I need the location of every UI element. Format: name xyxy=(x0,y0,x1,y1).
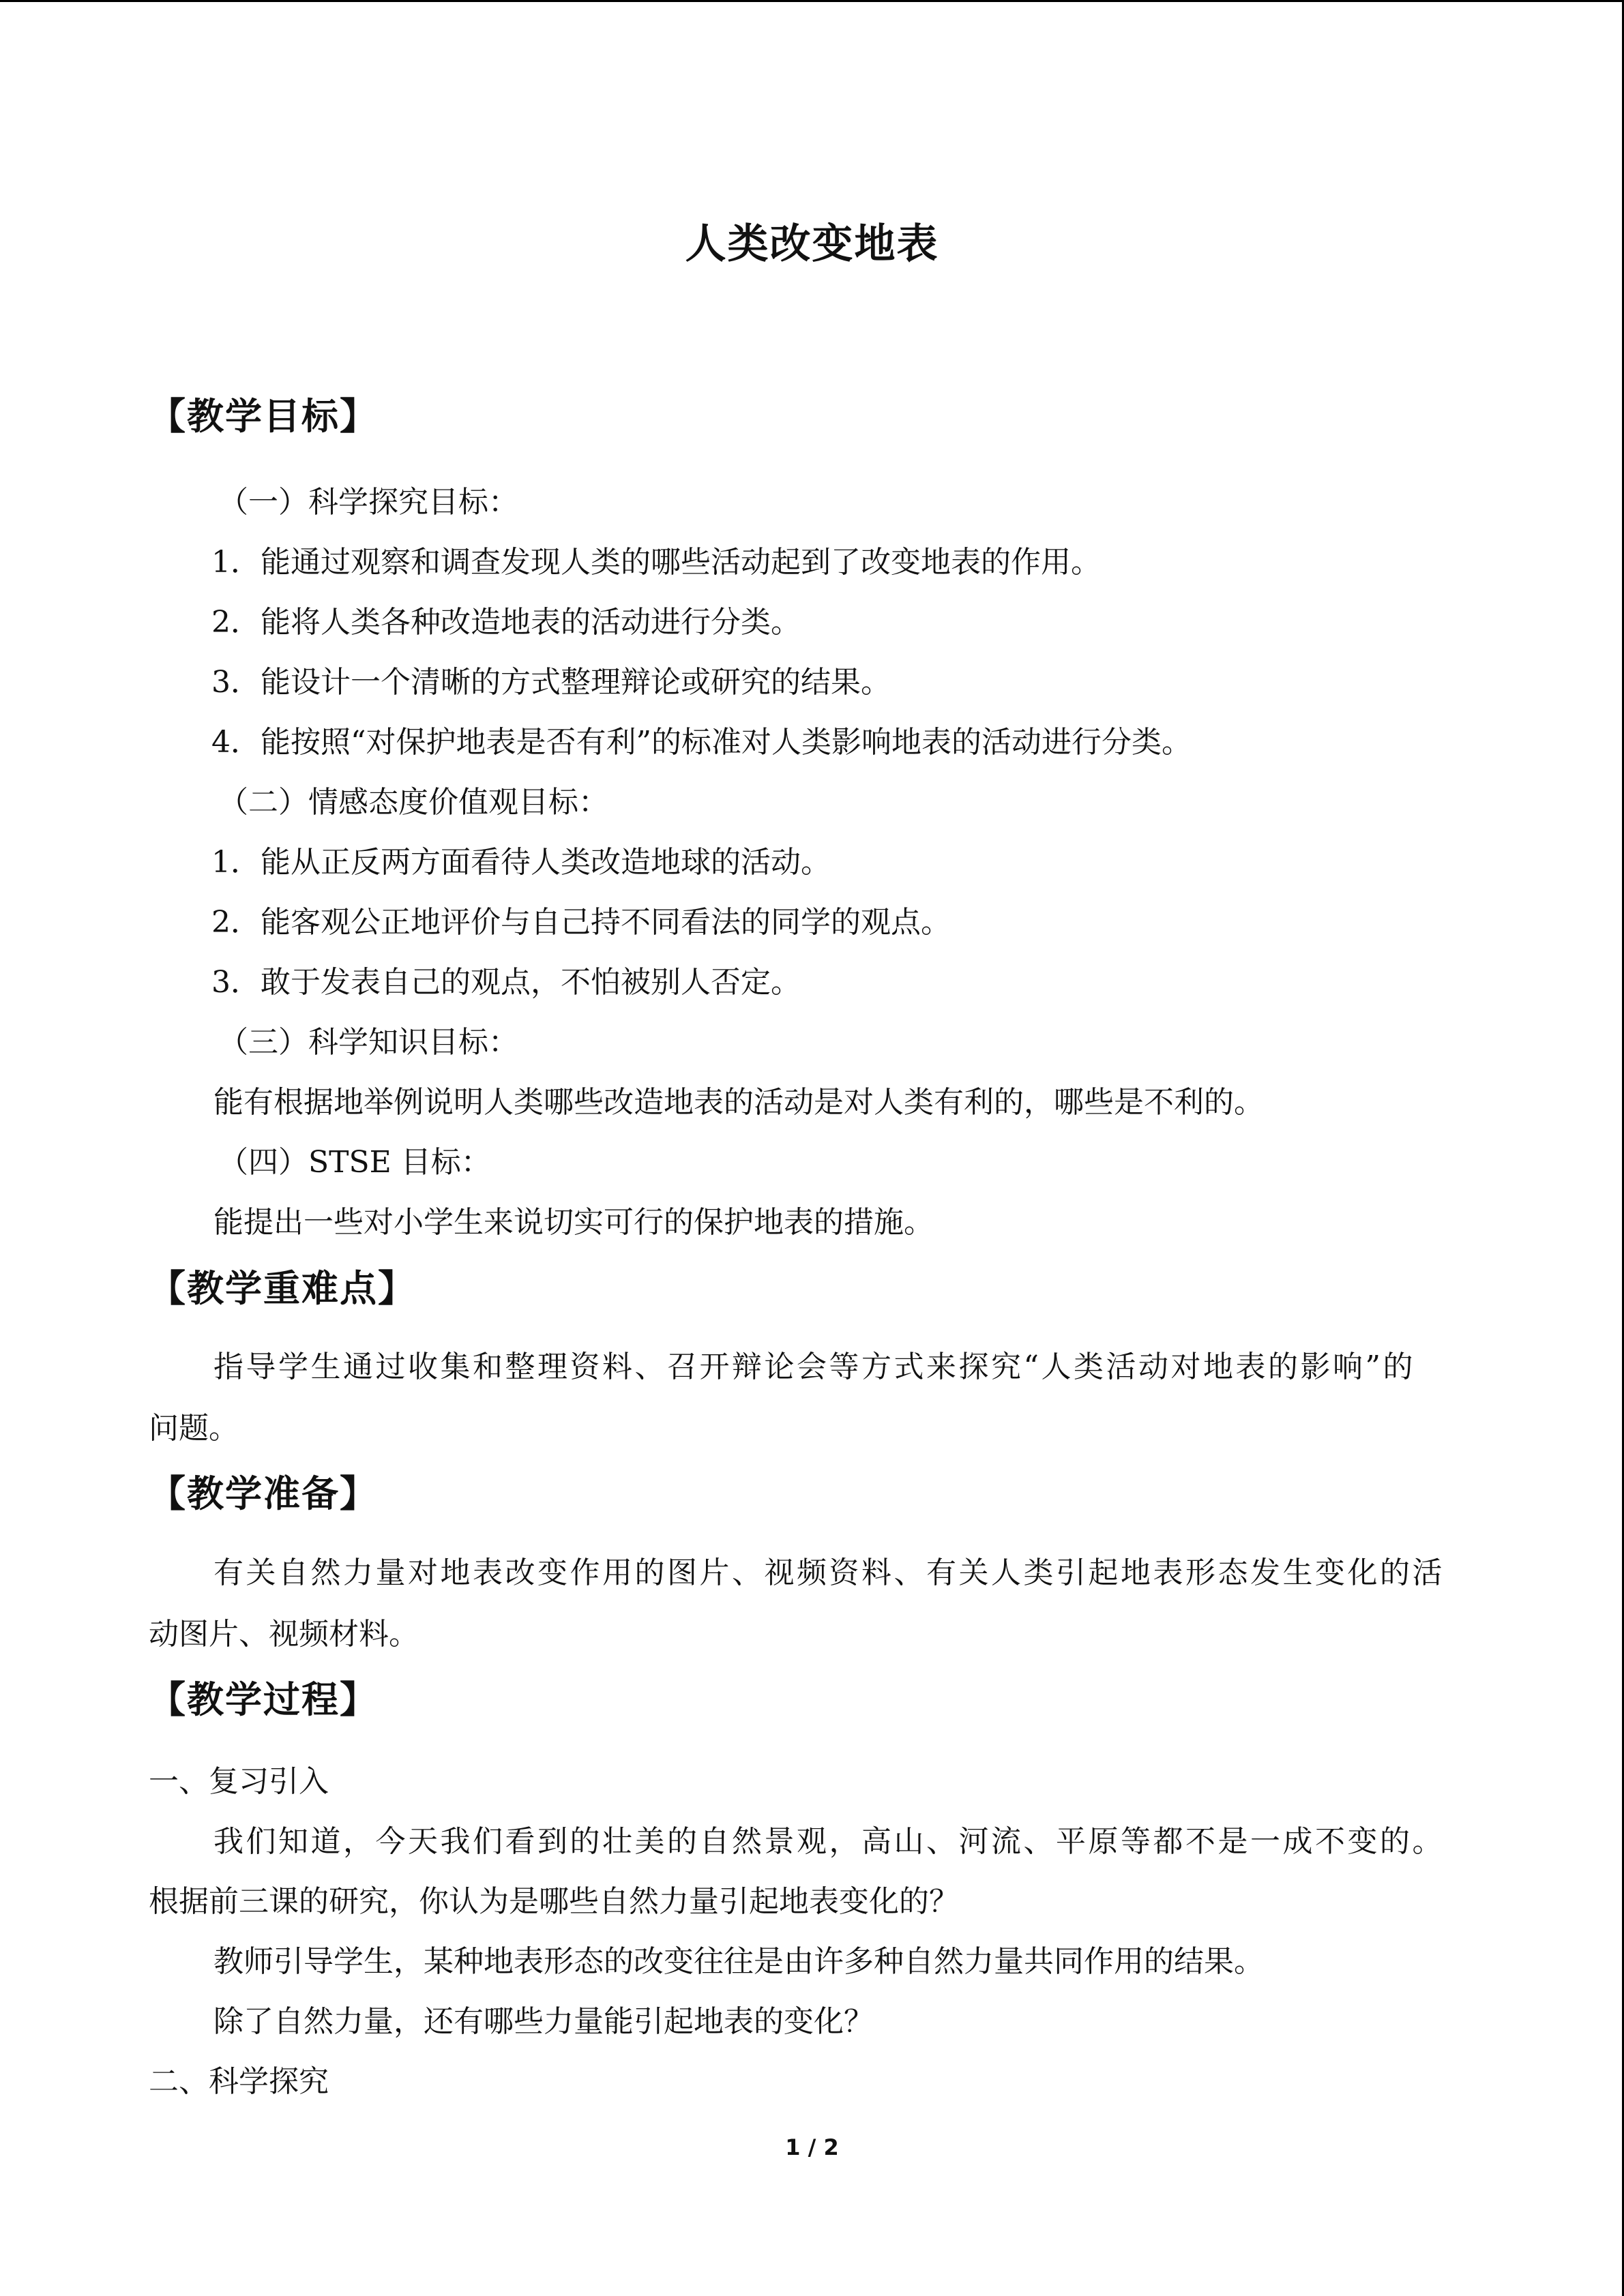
goals-sub1-item: 2．能将人类各种改造地表的活动进行分类。 xyxy=(211,605,801,640)
prep-line1: 有关自然力量对地表改变作用的图片、视频资料、有关人类引起地表形态发生变化的活 xyxy=(213,1555,1445,1590)
goals-sub1-item: 4．能按照“对保护地表是否有利”的标准对人类影响地表的活动进行分类。 xyxy=(211,725,1192,760)
goals-sub1: （一）科学探究目标： xyxy=(218,485,518,520)
goals-sub1-item: 3．能设计一个清晰的方式整理辩论或研究的结果。 xyxy=(211,665,891,700)
top-border xyxy=(0,0,1624,2)
prep-line2: 动图片、视频材料。 xyxy=(149,1617,419,1652)
process-p2: 教师引导学生，某种地表形态的改变往往是由许多种自然力量共同作用的结果。 xyxy=(213,1944,1264,1979)
process-part2: 二、科学探究 xyxy=(149,2064,329,2099)
page-number: 1 / 2 xyxy=(785,2134,839,2160)
goals-sub2-item: 2．能客观公正地评价与自己持不同看法的同学的观点。 xyxy=(211,905,951,940)
goals-sub2-item: 1．能从正反两方面看待人类改造地球的活动。 xyxy=(211,845,831,880)
goals-sub2-item: 3．敢于发表自己的观点，不怕被别人否定。 xyxy=(211,965,801,1000)
process-p1-line1: 我们知道，今天我们看到的壮美的自然景观，高山、河流、平原等都不是一成不变的。 xyxy=(213,1824,1445,1859)
heading-process: 【教学过程】 xyxy=(149,1678,378,1721)
heading-keypoints: 【教学重难点】 xyxy=(149,1267,416,1310)
goals-sub4-text: 能提出一些对小学生来说切实可行的保护地表的措施。 xyxy=(213,1205,934,1240)
goals-sub4: （四）STSE 目标： xyxy=(218,1145,491,1180)
keypoints-line2: 问题。 xyxy=(149,1411,239,1446)
process-p3: 除了自然力量，还有哪些力量能引起地表的变化？ xyxy=(213,2004,874,2039)
goals-sub1-item: 1．能通过观察和调查发现人类的哪些活动起到了改变地表的作用。 xyxy=(211,545,1101,580)
heading-prep: 【教学准备】 xyxy=(149,1472,378,1515)
goals-sub2: （二）情感态度价值观目标： xyxy=(218,785,608,820)
goals-sub3-text: 能有根据地举例说明人类哪些改造地表的活动是对人类有利的，哪些是不利的。 xyxy=(213,1085,1264,1120)
heading-goals: 【教学目标】 xyxy=(149,395,378,438)
keypoints-line1: 指导学生通过收集和整理资料、召开辩论会等方式来探究“人类活动对地表的影响”的 xyxy=(213,1350,1415,1384)
process-part1: 一、复习引入 xyxy=(149,1764,329,1799)
page-title: 人类改变地表 xyxy=(685,220,939,268)
process-p1-line2: 根据前三课的研究，你认为是哪些自然力量引起地表变化的？ xyxy=(149,1884,959,1919)
goals-sub3: （三）科学知识目标： xyxy=(218,1025,518,1060)
